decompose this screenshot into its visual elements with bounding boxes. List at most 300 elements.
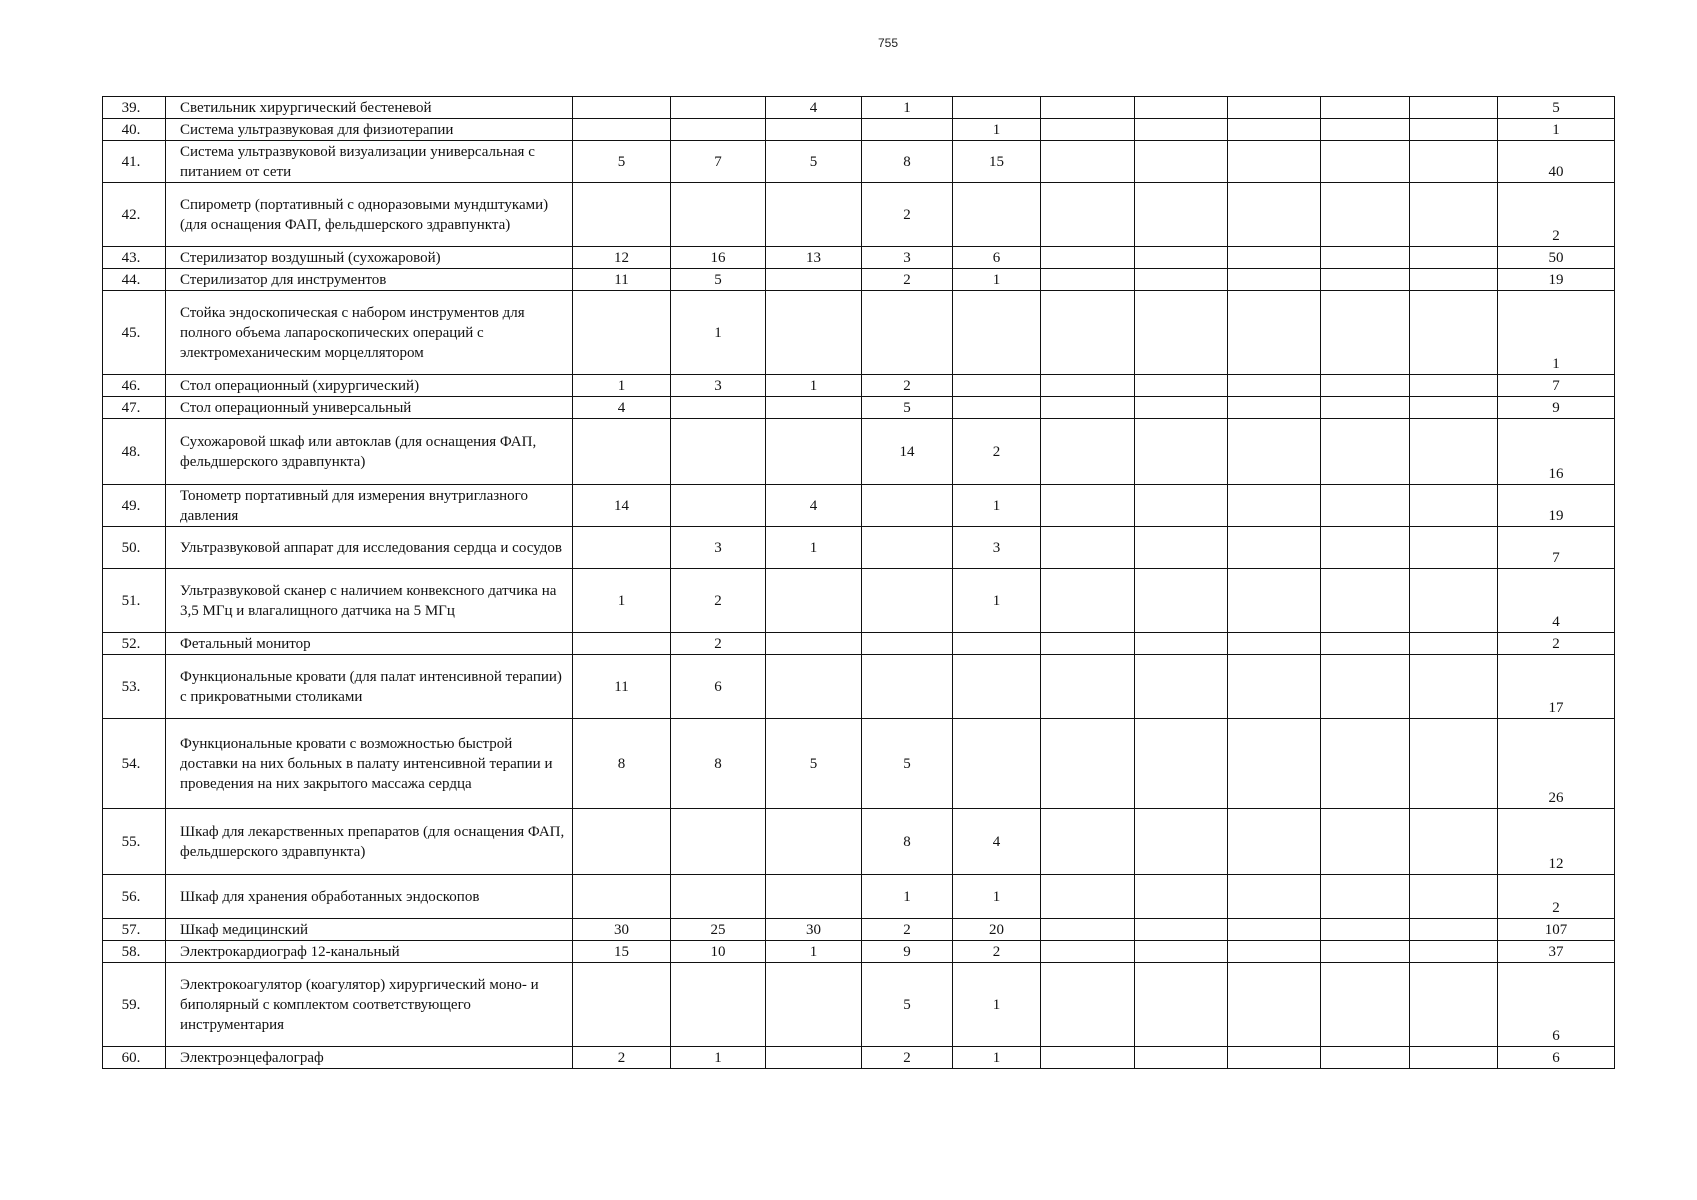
- table-row: [103, 97, 1615, 119]
- total-cell: 16: [1498, 419, 1615, 485]
- quantity-cell: [1410, 183, 1498, 247]
- quantity-cell: [573, 809, 671, 875]
- quantity-cell: [1410, 97, 1498, 119]
- quantity-cell: [953, 183, 1041, 247]
- quantity-cell: [1321, 809, 1410, 875]
- quantity-cell: 2: [671, 569, 766, 633]
- row-number: 57.: [103, 919, 166, 941]
- quantity-cell: 10: [671, 941, 766, 963]
- quantity-cell: [953, 97, 1041, 119]
- quantity-cell: [1228, 247, 1321, 269]
- row-number: 45.: [103, 291, 166, 375]
- quantity-cell: 15: [573, 941, 671, 963]
- total-cell: 4: [1498, 569, 1615, 633]
- quantity-cell: 1: [671, 1047, 766, 1069]
- quantity-cell: [1228, 919, 1321, 941]
- quantity-cell: [1410, 247, 1498, 269]
- quantity-cell: [1041, 119, 1135, 141]
- quantity-cell: [1410, 291, 1498, 375]
- quantity-cell: 2: [862, 269, 953, 291]
- table-row: [103, 183, 1615, 247]
- quantity-cell: 25: [671, 919, 766, 941]
- quantity-cell: [671, 485, 766, 527]
- quantity-cell: 15: [953, 141, 1041, 183]
- quantity-cell: 8: [862, 141, 953, 183]
- quantity-cell: [671, 119, 766, 141]
- total-cell: 37: [1498, 941, 1615, 963]
- quantity-cell: [1321, 569, 1410, 633]
- quantity-cell: 8: [573, 719, 671, 809]
- quantity-cell: [953, 633, 1041, 655]
- quantity-cell: [1041, 97, 1135, 119]
- total-cell: 2: [1498, 633, 1615, 655]
- quantity-cell: [1228, 875, 1321, 919]
- quantity-cell: [1321, 269, 1410, 291]
- quantity-cell: 1: [766, 375, 862, 397]
- quantity-cell: [1410, 655, 1498, 719]
- row-number: 50.: [103, 527, 166, 569]
- quantity-cell: 1: [862, 97, 953, 119]
- quantity-cell: [1228, 809, 1321, 875]
- quantity-cell: [1135, 97, 1228, 119]
- quantity-cell: 4: [766, 97, 862, 119]
- quantity-cell: [1135, 569, 1228, 633]
- page-number: 755: [877, 36, 899, 50]
- quantity-cell: [671, 875, 766, 919]
- equipment-name: Сухожаровой шкаф или автоклав (для оснащения ФАП, фельдшерского здравпункта): [166, 419, 573, 485]
- quantity-cell: 1: [953, 269, 1041, 291]
- equipment-name: Электроэнцефалограф: [166, 1047, 573, 1069]
- quantity-cell: 5: [766, 141, 862, 183]
- quantity-cell: [1321, 941, 1410, 963]
- quantity-cell: 1: [953, 485, 1041, 527]
- equipment-name: Функциональные кровати с возможностью быстрой доставки на них больных в палату интенсивной терапии и проведения на них закрытого массажа сердца: [166, 719, 573, 809]
- equipment-name: Спирометр (портативный с одноразовыми мундштуками) (для оснащения ФАП, фельдшерского здравпункта): [166, 183, 573, 247]
- quantity-cell: 1: [766, 941, 862, 963]
- quantity-cell: [766, 183, 862, 247]
- table-row: [103, 941, 1615, 963]
- quantity-cell: 2: [862, 1047, 953, 1069]
- table-row: [103, 269, 1615, 291]
- quantity-cell: [1135, 397, 1228, 419]
- row-number: 39.: [103, 97, 166, 119]
- table-row: [103, 569, 1615, 633]
- quantity-cell: 5: [862, 963, 953, 1047]
- quantity-cell: [1321, 247, 1410, 269]
- total-cell: 5: [1498, 97, 1615, 119]
- equipment-name: Светильник хирургический бестеневой: [166, 97, 573, 119]
- quantity-cell: [1321, 719, 1410, 809]
- quantity-cell: [766, 963, 862, 1047]
- quantity-cell: [1135, 633, 1228, 655]
- total-cell: 19: [1498, 269, 1615, 291]
- quantity-cell: 1: [953, 875, 1041, 919]
- quantity-cell: [1041, 875, 1135, 919]
- quantity-cell: [573, 633, 671, 655]
- quantity-cell: [1228, 397, 1321, 419]
- quantity-cell: 5: [766, 719, 862, 809]
- quantity-cell: [1135, 655, 1228, 719]
- quantity-cell: [1410, 941, 1498, 963]
- row-number: 47.: [103, 397, 166, 419]
- table-row: [103, 1047, 1615, 1069]
- quantity-cell: 1: [766, 527, 862, 569]
- quantity-cell: [1135, 1047, 1228, 1069]
- quantity-cell: 3: [862, 247, 953, 269]
- quantity-cell: 12: [573, 247, 671, 269]
- quantity-cell: 1: [573, 375, 671, 397]
- total-cell: 2: [1498, 875, 1615, 919]
- quantity-cell: [1135, 269, 1228, 291]
- quantity-cell: [1228, 719, 1321, 809]
- quantity-cell: 2: [862, 375, 953, 397]
- quantity-cell: 3: [953, 527, 1041, 569]
- quantity-cell: [862, 633, 953, 655]
- quantity-cell: 14: [573, 485, 671, 527]
- equipment-name: Тонометр портативный для измерения внутриглазного давления: [166, 485, 573, 527]
- quantity-cell: [1410, 119, 1498, 141]
- total-cell: 2: [1498, 183, 1615, 247]
- quantity-cell: [1321, 141, 1410, 183]
- quantity-cell: [573, 419, 671, 485]
- quantity-cell: 11: [573, 269, 671, 291]
- quantity-cell: [1410, 919, 1498, 941]
- quantity-cell: [1135, 527, 1228, 569]
- row-number: 43.: [103, 247, 166, 269]
- quantity-cell: [1041, 527, 1135, 569]
- row-number: 52.: [103, 633, 166, 655]
- quantity-cell: 1: [953, 569, 1041, 633]
- quantity-cell: [862, 527, 953, 569]
- quantity-cell: [1228, 963, 1321, 1047]
- quantity-cell: 6: [953, 247, 1041, 269]
- quantity-cell: [1135, 963, 1228, 1047]
- quantity-cell: [1041, 963, 1135, 1047]
- quantity-cell: 3: [671, 527, 766, 569]
- quantity-cell: [766, 291, 862, 375]
- quantity-cell: 4: [766, 485, 862, 527]
- row-number: 55.: [103, 809, 166, 875]
- quantity-cell: [766, 269, 862, 291]
- table-row: [103, 527, 1615, 569]
- equipment-name: Ультразвуковой сканер с наличием конвексного датчика на 3,5 МГц и влагалищного датчика на 5 МГц: [166, 569, 573, 633]
- quantity-cell: [953, 375, 1041, 397]
- table-row: [103, 485, 1615, 527]
- quantity-cell: [1041, 485, 1135, 527]
- total-cell: 9: [1498, 397, 1615, 419]
- quantity-cell: [1041, 919, 1135, 941]
- equipment-name: Стол операционный (хирургический): [166, 375, 573, 397]
- quantity-cell: [1041, 247, 1135, 269]
- equipment-name: Функциональные кровати (для палат интенсивной терапии) с прикроватными столиками: [166, 655, 573, 719]
- equipment-name: Электрокоагулятор (коагулятор) хирургический моно- и биполярный с комплектом соответствующего инструментария: [166, 963, 573, 1047]
- quantity-cell: [671, 809, 766, 875]
- quantity-cell: [1041, 633, 1135, 655]
- row-number: 49.: [103, 485, 166, 527]
- quantity-cell: [1410, 1047, 1498, 1069]
- quantity-cell: 14: [862, 419, 953, 485]
- quantity-cell: [1321, 963, 1410, 1047]
- quantity-cell: [1041, 655, 1135, 719]
- quantity-cell: [766, 809, 862, 875]
- quantity-cell: 3: [671, 375, 766, 397]
- quantity-cell: 5: [862, 719, 953, 809]
- quantity-cell: [1135, 141, 1228, 183]
- row-number: 60.: [103, 1047, 166, 1069]
- quantity-cell: [953, 719, 1041, 809]
- table-row: [103, 375, 1615, 397]
- quantity-cell: 20: [953, 919, 1041, 941]
- quantity-cell: 11: [573, 655, 671, 719]
- table-row: [103, 719, 1615, 809]
- quantity-cell: [573, 875, 671, 919]
- quantity-cell: [1135, 485, 1228, 527]
- quantity-cell: [1321, 119, 1410, 141]
- quantity-cell: [1041, 397, 1135, 419]
- quantity-cell: [1228, 419, 1321, 485]
- row-number: 53.: [103, 655, 166, 719]
- row-number: 48.: [103, 419, 166, 485]
- quantity-cell: [573, 527, 671, 569]
- quantity-cell: [1321, 655, 1410, 719]
- quantity-cell: 30: [573, 919, 671, 941]
- table-row: [103, 419, 1615, 485]
- quantity-cell: [1135, 809, 1228, 875]
- quantity-cell: [1041, 941, 1135, 963]
- quantity-cell: [766, 1047, 862, 1069]
- quantity-cell: [573, 183, 671, 247]
- equipment-name: Стол операционный универсальный: [166, 397, 573, 419]
- table-row: [103, 655, 1615, 719]
- quantity-cell: [766, 569, 862, 633]
- quantity-cell: 2: [862, 919, 953, 941]
- equipment-name: Шкаф для лекарственных препаратов (для оснащения ФАП, фельдшерского здравпункта): [166, 809, 573, 875]
- total-cell: 6: [1498, 963, 1615, 1047]
- quantity-cell: [862, 485, 953, 527]
- quantity-cell: [1041, 419, 1135, 485]
- quantity-cell: [1410, 809, 1498, 875]
- quantity-cell: [1321, 183, 1410, 247]
- quantity-cell: [671, 963, 766, 1047]
- quantity-cell: [1228, 119, 1321, 141]
- quantity-cell: [1321, 527, 1410, 569]
- quantity-cell: [1410, 375, 1498, 397]
- table-row: [103, 119, 1615, 141]
- quantity-cell: 2: [671, 633, 766, 655]
- table-row: [103, 809, 1615, 875]
- equipment-name: Стойка эндоскопическая с набором инструментов для полного объема лапароскопических операций с электромеханическим морцеллятором: [166, 291, 573, 375]
- quantity-cell: [1041, 375, 1135, 397]
- quantity-cell: [1410, 963, 1498, 1047]
- total-cell: 19: [1498, 485, 1615, 527]
- quantity-cell: 1: [953, 119, 1041, 141]
- quantity-cell: 1: [862, 875, 953, 919]
- total-cell: 50: [1498, 247, 1615, 269]
- quantity-cell: [1135, 719, 1228, 809]
- table-row: [103, 141, 1615, 183]
- table-row: [103, 291, 1615, 375]
- quantity-cell: [573, 291, 671, 375]
- equipment-name: Электрокардиограф 12-канальный: [166, 941, 573, 963]
- quantity-cell: [1410, 633, 1498, 655]
- quantity-cell: 1: [573, 569, 671, 633]
- quantity-cell: [953, 655, 1041, 719]
- quantity-cell: [1321, 875, 1410, 919]
- quantity-cell: [1228, 269, 1321, 291]
- quantity-cell: [1135, 419, 1228, 485]
- quantity-cell: [573, 119, 671, 141]
- table-row: [103, 919, 1615, 941]
- quantity-cell: [573, 963, 671, 1047]
- quantity-cell: 6: [671, 655, 766, 719]
- total-cell: 6: [1498, 1047, 1615, 1069]
- row-number: 41.: [103, 141, 166, 183]
- row-number: 40.: [103, 119, 166, 141]
- quantity-cell: [953, 397, 1041, 419]
- row-number: 51.: [103, 569, 166, 633]
- quantity-cell: 8: [862, 809, 953, 875]
- quantity-cell: [766, 633, 862, 655]
- quantity-cell: [1410, 141, 1498, 183]
- quantity-cell: [1228, 141, 1321, 183]
- quantity-cell: [1228, 569, 1321, 633]
- quantity-cell: [1228, 941, 1321, 963]
- quantity-cell: [573, 97, 671, 119]
- quantity-cell: [1321, 375, 1410, 397]
- quantity-cell: [1321, 291, 1410, 375]
- quantity-cell: 9: [862, 941, 953, 963]
- quantity-cell: [1321, 97, 1410, 119]
- quantity-cell: [862, 119, 953, 141]
- quantity-cell: [1321, 633, 1410, 655]
- equipment-name: Ультразвуковой аппарат для исследования сердца и сосудов: [166, 527, 573, 569]
- quantity-cell: 2: [953, 941, 1041, 963]
- quantity-cell: [862, 655, 953, 719]
- quantity-cell: [1410, 875, 1498, 919]
- equipment-name: Шкаф для хранения обработанных эндоскопов: [166, 875, 573, 919]
- quantity-cell: [862, 569, 953, 633]
- total-cell: 1: [1498, 119, 1615, 141]
- quantity-cell: [862, 291, 953, 375]
- quantity-cell: [1041, 1047, 1135, 1069]
- quantity-cell: [766, 419, 862, 485]
- quantity-cell: [1410, 397, 1498, 419]
- quantity-cell: [1410, 569, 1498, 633]
- table-row: [103, 397, 1615, 419]
- quantity-cell: [1041, 269, 1135, 291]
- quantity-cell: [1041, 141, 1135, 183]
- quantity-cell: [1228, 375, 1321, 397]
- total-cell: 7: [1498, 375, 1615, 397]
- equipment-name: Система ультразвуковая для физиотерапии: [166, 119, 573, 141]
- row-number: 44.: [103, 269, 166, 291]
- table-row: [103, 633, 1615, 655]
- quantity-cell: [1135, 875, 1228, 919]
- quantity-cell: [1410, 419, 1498, 485]
- quantity-cell: [1041, 183, 1135, 247]
- quantity-cell: 5: [671, 269, 766, 291]
- quantity-cell: [1228, 1047, 1321, 1069]
- quantity-cell: [671, 97, 766, 119]
- equipment-name: Система ультразвуковой визуализации универсальная с питанием от сети: [166, 141, 573, 183]
- quantity-cell: [1041, 809, 1135, 875]
- table-row: [103, 247, 1615, 269]
- quantity-cell: [1135, 247, 1228, 269]
- quantity-cell: 1: [953, 1047, 1041, 1069]
- quantity-cell: [1228, 655, 1321, 719]
- total-cell: 7: [1498, 527, 1615, 569]
- quantity-cell: [1135, 291, 1228, 375]
- quantity-cell: [1135, 119, 1228, 141]
- quantity-cell: [766, 119, 862, 141]
- equipment-name: Стерилизатор воздушный (сухожаровой): [166, 247, 573, 269]
- row-number: 42.: [103, 183, 166, 247]
- quantity-cell: [1228, 485, 1321, 527]
- quantity-cell: [766, 397, 862, 419]
- quantity-cell: 1: [671, 291, 766, 375]
- quantity-cell: 8: [671, 719, 766, 809]
- quantity-cell: 1: [953, 963, 1041, 1047]
- quantity-cell: [1410, 719, 1498, 809]
- table-row: [103, 875, 1615, 919]
- total-cell: 1: [1498, 291, 1615, 375]
- total-cell: 40: [1498, 141, 1615, 183]
- row-number: 58.: [103, 941, 166, 963]
- quantity-cell: [766, 875, 862, 919]
- quantity-cell: [1321, 485, 1410, 527]
- quantity-cell: [671, 397, 766, 419]
- quantity-cell: [1135, 183, 1228, 247]
- quantity-cell: [1135, 941, 1228, 963]
- quantity-cell: [1321, 919, 1410, 941]
- quantity-cell: [1228, 183, 1321, 247]
- quantity-cell: 13: [766, 247, 862, 269]
- total-cell: 107: [1498, 919, 1615, 941]
- quantity-cell: [1321, 397, 1410, 419]
- quantity-cell: [1321, 1047, 1410, 1069]
- quantity-cell: [1041, 291, 1135, 375]
- equipment-name: Шкаф медицинский: [166, 919, 573, 941]
- equipment-name: Фетальный монитор: [166, 633, 573, 655]
- quantity-cell: [1410, 527, 1498, 569]
- quantity-cell: [1228, 97, 1321, 119]
- quantity-cell: 16: [671, 247, 766, 269]
- quantity-cell: 4: [573, 397, 671, 419]
- quantity-cell: 5: [862, 397, 953, 419]
- row-number: 54.: [103, 719, 166, 809]
- table-row: [103, 963, 1615, 1047]
- total-cell: 26: [1498, 719, 1615, 809]
- quantity-cell: [1041, 569, 1135, 633]
- quantity-cell: [1135, 919, 1228, 941]
- row-number: 56.: [103, 875, 166, 919]
- quantity-cell: [671, 183, 766, 247]
- quantity-cell: [953, 291, 1041, 375]
- equipment-table: [102, 96, 1615, 1069]
- quantity-cell: 2: [953, 419, 1041, 485]
- total-cell: 17: [1498, 655, 1615, 719]
- quantity-cell: [671, 419, 766, 485]
- quantity-cell: [1228, 527, 1321, 569]
- quantity-cell: 2: [573, 1047, 671, 1069]
- equipment-name: Стерилизатор для инструментов: [166, 269, 573, 291]
- quantity-cell: [1041, 719, 1135, 809]
- row-number: 59.: [103, 963, 166, 1047]
- row-number: 46.: [103, 375, 166, 397]
- quantity-cell: [1228, 633, 1321, 655]
- quantity-cell: 7: [671, 141, 766, 183]
- quantity-cell: 30: [766, 919, 862, 941]
